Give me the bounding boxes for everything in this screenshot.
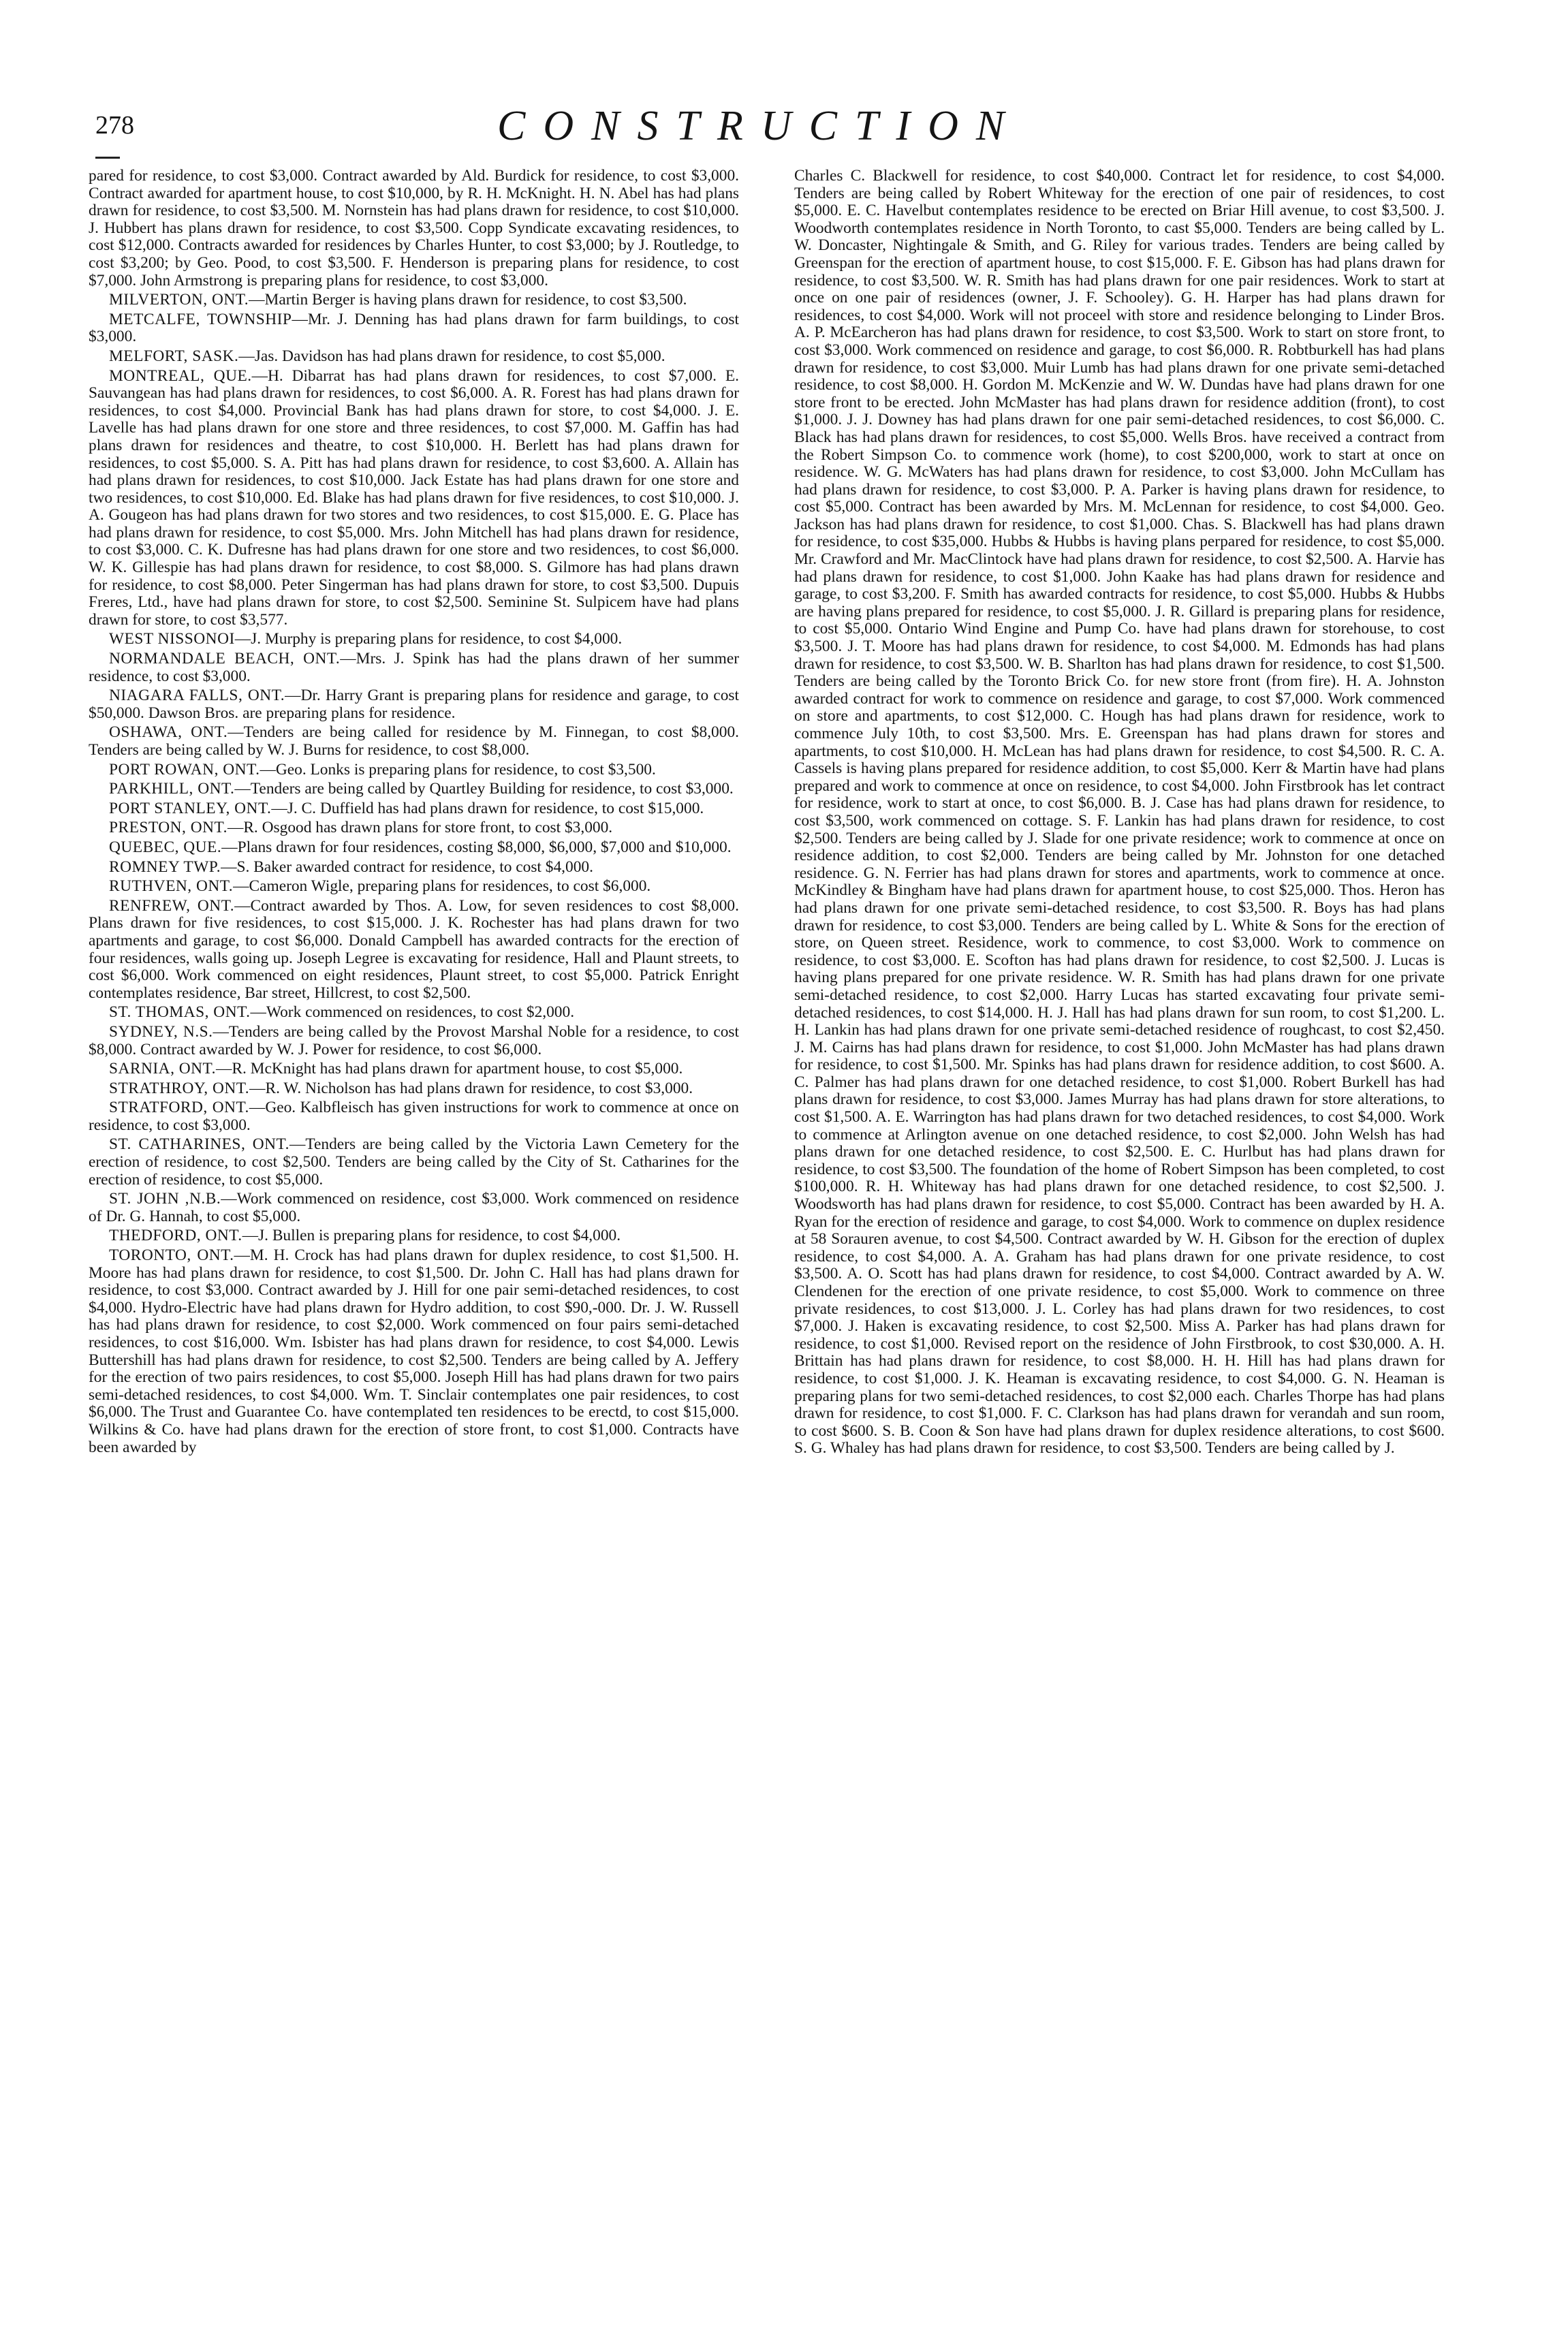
item-text: —J. C. Duffield has had plans drawn for residence, to cost $15,000. [271,799,704,817]
item-text: —R. Osgood has drawn plans for store front, to cost $3,000. [227,819,613,837]
right-column [794,168,1445,1458]
item-text: —Geo. Lonks is preparing plans for residence, to cost $3,500. [260,760,656,779]
item-text: Charles C. Blackwell for residence, to cost $40,000. Contract let for residence, to cost $4,000. Tenders are being called by Robert Whiteway for the erection of one pair of residences, to cost $5,000. E. C. Havelbut contemplates residence to be erected on Briar Hill avenue, to cost $3,500. J. Woodworth contemplates residence in North Toronto, to cast $5,000. Tenders are being called by L. W. Doncaster, Nightingale & Smith, and G. Riley for various trades. Tenders are being called by Greenspan for the erection of apartment house, to cost $15,000. F. E. Gibson has had plans drawn for residence, to cost $3,500. W. R. Smith has had plans drawn for one pair residences. Work to start at once on one pair of residences (owner, J. F. Schooley). G. H. Harper has had plans drawn for residences, to cost $4,000. Work will not proceel with store and residence belonging to Linder Bros. A. P. McEarcheron has had plans drawn for residence, to cost $3,500. Work to start on store front, to cost $3,000. Work commenced on residence and garage, to cost $6,000. R. Robtburkell has had plans drawn for residence, to cost $3,000. Muir Lumb has had plans drawn for one private semi-detached residence, to cost $8,000. H. Gordon M. McKenzie and W. W. Dundas have had plans drawn for one store front to be erected. John McMaster has had plans drawn for residence addition (front), to cost $1,000. J. J. Downey has had plans drawn for one pair semi-detached residences, to cost $6,000. C. Black has had plans drawn for residences, to cost $5,000. Wells Bros. have received a contract from the Robert Simpson Co. to commence work (home), to cost $200,000, work to start at once on residence. W. G. McWaters has had plans drawn for residence, to cost $3,000. John McCullam has had plans drawn for residence, to cost $3,000. P. A. Parker is having plans drawn for residence, to cost $5,000. Contract has been awarded by Mrs. M. McLennan for residence, to cost $4,000. Geo. Jackson has had plans drawn for residence, to cost $1,000. Chas. S. Blackwell has had plans drawn for residence, to cost $35,000. Hubbs & Hubbs is having plans perpared for residence, to cost $5,000. Mr. Crawford and Mr. MacClintock have had plans drawn for residence, to cost $2,500. A. Harvie has had plans drawn for residence, to cost $1,000. John Kaake has had plans drawn for residence and garage, to cost $3,200. F. Smith has awarded contracts for residence, to cost $5,000. Hubbs & Hubbs are having plans prepared for residence, to cost $5,000. J. R. Gillard is preparing plans for residence, to cost $5,000. Ontario Wind Engine and Pump Co. have had plans drawn for storehouse, to cost $3,500. J. T. Moore has had plans drawn for residence, to cost $4,000. M. Edmonds has had plans drawn for residence, to cost $3,500. W. B. Sharlton has had plans drawn for residence, to cost $1,500. Tenders are being called by the Toronto Brick Co. for new store front (from fire). H. A. Johnston awarded contract for work to commence on residence and garage, to cost $7,000. Work commenced on store and apartments, to cost $12,000. C. Hough has had plans drawn for residence, work to commence July 10th, to cost $3,500. Mrs. E. Greenspan has had plans drawn for stores and apartments, to cost $10,000. H. McLean has had plans drawn for residence, to cost $4,500. R. C. A. Cassels is having plans prepared for residence addition, to cost $5,000. Kerr & Martin have had plans prepared and work to commence at once on residence, to cost $4,000. John Firstbrook has let contract for residence, work to start at once, to cost $6,000. B. J. Case has had plans drawn for residence, to cost $3,500, work commenced on cottage. S. F. Lankin has had plans drawn for residence, to cost $2,500. Tenders are being called by J. Slade for one private residence; work to commence at once on residence addition, to cost $2,000. Tenders are being called by Mr. Johnston for one detached residence. G. N. Ferrier has had plans drawn for stores and apartments, work to commence at once. McKindley & Bingham have had plans drawn for apartment house, to cost $25,000. Thos. Heron has had plans drawn for one private semi-detached residence, to cost $3,500. R. Boys has had plans drawn for residence, to cost $3,000. Tenders are being called by L. White & Sons for the erection of store, on Queen street. Residence, work to commence, to cost $3,000. Work to commence on residence, to cost $3,000. E. Scofton has had plans drawn for residence, to cost $2,500. J. Lucas is having plans prepared for one private residence. W. R. Smith has had plans drawn for one private semi-detached residence, to cost $2,000. Harry Lucas has started excavating four private semi-detached residences, to cost $14,000. H. J. Hall has had plans drawn for sun room, to cost $1,200. L. H. Lankin has had plans drawn for one private semi-detached residence of roughcast, to cost $2,450. J. M. Cairns has had plans drawn for residence, to cost $1,000. John McMaster has had plans drawn for residence, to cost $1,500. Mr. Spinks has had plans drawn for residence addition, to cost $600. A. C. Palmer has had plans drawn for one detached residence, to cost $1,000. Robert Burkell has had plans drawn for residence, to cost $3,000. James Murray has had plans drawn for store alterations, to cost $1,500. A. E. Warrington has had plans drawn for two detached residences, to cost $4,000. Work to commence at Arlington avenue on one detached residence, to cost $2,000. John Welsh has had plans drawn for one detached residence, to cost $2,500. E. C. Hurlbut has had plans drawn for residence, to cost $3,500. The foundation of the home of Robert Simpson has been completed, to cost $100,000. R. H. Whiteway has had plans drawn for one detached residence, to cost $2,500. J. Woodsworth has had plans drawn for residence, to cost $5,000. Contract has been awarded by H. A. Ryan for the erection of residence and garage, to cost $4,000. Work to commence on duplex residence at 58 Sorauren avenue, to cost $4,500. Contract awarded by W. H. Gibson for the erection of duplex residence, to cost $4,000. A. A. Graham has had plans drawn for one private residence, to cost $3,500. A. O. Scott has had plans drawn for residence, to cost $4,000. Contract awarded by A. W. Clendenen for the erection of one private residence, to cost $5,000. Work to commence on three private residences, to cost $13,000. J. L. Corley has had plans drawn for two residences, to cost $7,000. J. Haken is excavating residence, to cost $2,500. Miss A. Parker has had plans drawn for residence, to cost $1,000. Revised report on the residence of John Firstbrook, to cost $30,000. A. H. Brittain has had plans drawn for residence, to cost $8,000. H. H. Hill has had plans drawn for residence, to cost $1,000. J. K. Heaman is excavating residence, to cost $4,000. G. N. Heaman is preparing plans for two semi-detached residences, to cost $2,000 each. Charles Thorpe has had plans drawn for residence, to cost $1,000. F. C. Clarkson has had plans drawn for verandah and sun room, to cost $600. S. B. Coon & Son have had plans drawn for duplex residence alterations, to cost $600. S. G. Whaley has had plans drawn for residence, to cost $3,500. Tenders are being called by J. [794,167,1445,1458]
news-item [89,761,739,779]
item-text: —Mr. J. Denning has had plans drawn for farm buildings, to cost $3,000. [89,310,739,346]
place-name: SARNIA, ONT. [109,1060,216,1078]
news-item [89,1247,739,1456]
item-text: —Work commenced on residences, to cost $2,000. [250,1003,575,1022]
item-text: —Geo. Kalbfleisch has given instructions for work to commence at once on residence, to cost $3,000. [89,1099,740,1134]
place-name: PORT STANLEY, ONT. [109,799,272,817]
news-item [89,878,739,896]
place-name: SYDNEY, N.S. [109,1022,213,1041]
news-item [89,1136,739,1189]
item-text: —Martin Berger is having plans drawn for residence, to cost $3,500. [249,291,687,309]
item-text: —Tenders are being called by the Victoria Lawn Cemetery for the erection of residence, to cost $2,500. Tenders are being called by the City of St. Catharines for the erection of residence, to cost $5,000. [89,1135,739,1189]
news-item [89,631,739,648]
header-rule [95,157,120,159]
place-name: METCALFE, TOWNSHIP [109,310,292,328]
news-item [89,724,739,759]
news-item [89,1227,739,1245]
page-header [95,102,1492,163]
left-column [89,168,739,1456]
place-name: ROMNEY TWP. [109,858,221,876]
news-item [89,898,739,1003]
news-item [89,368,739,629]
news-item-continued [89,168,739,289]
news-item [89,348,739,366]
news-item [89,1191,739,1225]
place-name: ST. CATHARINES, ONT. [109,1135,289,1154]
item-text: —Plans drawn for four residences, costing $8,000, $6,000, $7,000 and $10,000. [221,838,732,856]
news-item [89,1060,739,1078]
news-item [89,650,739,685]
news-item [89,1004,739,1022]
item-text: —J. Murphy is preparing plans for residence, to cost $4,000. [234,630,623,648]
journal-title: CONSTRUCTION [497,103,1022,149]
item-text: —Dr. Harry Grant is preparing plans for residence and garage, to cost $50,000. Dawson Bros. are preparing plans for residence. [89,687,739,722]
item-text: —Contract awarded by Thos. A. Low, for seven residences to cost $8,000. Plans drawn for five residences, to cost $15,000. J. K. Rochester has had plans drawn for two apartments and garage, to cost $6,000. Donald Campbell has awarded contracts for the erection of four residences, walls going up. Joseph Legree is excavating for residence, Hall and Plaunt streets, to cost $6,000. Work commenced on eight residences, Plaunt street, to cost $5,000. Patrick Enright contemplates residence, Bar street, Hillcrest, to cost $2,500. [89,896,739,1002]
item-text: —R. McKnight has had plans drawn for apartment house, to cost $5,000. [215,1060,683,1078]
place-name: STRATHROY, ONT. [109,1079,250,1097]
place-name: PARKHILL, ONT. [109,780,235,798]
news-item [89,687,739,722]
item-text: —Tenders are being called for residence by M. Finnegan, to cost $8,000. Tenders are being called by W. J. Burns for residence, to cost $8,000. [89,723,739,759]
place-name: OSHAWA, ONT. [109,723,228,742]
place-name: THEDFORD, ONT. [109,1227,242,1245]
place-name: ST. JOHN ,N.B. [109,1190,221,1208]
place-name: NORMANDALE BEACH, ONT. [109,650,341,668]
place-name: MONTREAL, QUE. [109,366,252,385]
place-name: MELFORT, SASK. [109,347,239,365]
item-text: —R. W. Nicholson has had plans drawn for residence, to cost $3,000. [249,1079,693,1097]
place-name: MILVERTON, ONT. [109,291,249,309]
item-text: —J. Bullen is preparing plans for residence, to cost $4,000. [242,1227,621,1245]
item-text: —Mrs. J. Spink has had the plans drawn of her summer residence, to cost $3,000. [89,650,740,685]
item-text: —S. Baker awarded contract for residence, to cost $4,000. [221,858,593,876]
item-text: pared for residence, to cost $3,000. Contract awarded by Ald. Burdick for residence, to cost $3,000. Contract awarded for apartment house, to cost $10,000, by R. H. McKnight. H. N. Abel has had plans drawn for residence, to cost $3,500. M. Nornstein has had plans drawn for residence, to cost $10,000. J. Hubbert has plans drawn for residence, to cost $3,500. Copp Syndicate excavating residences, to cost $12,000. Contracts awarded for residences by Charles Hunter, to cost $3,000; by J. Routledge, to cost $3,200; by Geo. Pood, to cost $3,500. F. Henderson is preparing plans for residence, to cost $7,000. John Armstrong is preparing plans for residence, to cost $3,000. [89,167,739,289]
place-name: QUEBEC, QUE. [109,838,222,856]
place-name: WEST NISSONOI [109,630,235,648]
page-number: 278 [95,111,134,140]
news-item [89,819,739,837]
news-item [89,1099,739,1134]
item-text: —Tenders are being called by the Provost Marshal Noble for a residence, to cost $8,000. Contract awarded by W. J. Power for residence, to cost $6,000. [89,1022,739,1058]
item-text: —Cameron Wigle, preparing plans for residences, to cost $6,000. [233,877,651,896]
news-item [89,839,739,857]
place-name: TORONTO, ONT. [109,1246,234,1265]
news-item [89,292,739,309]
news-item [89,800,739,818]
item-text: —M. H. Crock has had plans drawn for duplex residence, to cost $1,500. H. Moore has had plans drawn for residence, to cost $1,500. Dr. John C. Hall has had plans drawn for residence, to cost $3,000. Contract awarded by J. Hill for one pair semi-detached residences, to cost $4,000. Hydro-Electric have had plans drawn for Hydro addition, to cost $90,-000. Dr. J. W. Russell has had plans drawn for residence, to cost $2,000. Work commenced on four pairs semi-detached residences, to cost $16,000. Wm. Isbister has had plans drawn for residence, to cost $4,000. Lewis Buttershill has had plans drawn for residence, to cost $2,500. Tenders are being called by A. Jeffery for the erection of two pairs residences, to cost $5,000. Joseph Hill has had plans drawn for two pairs semi-detached residences, to cost $4,000. Wm. T. Sinclair contemplates one pair residences, to cost $6,000. The Trust and Guarantee Co. have contemplated ten residences to be erectd, to cost $15,000. Wilkins & Co. have had plans drawn for the erection of store front, to cost $1,000. Contracts have been awarded by [89,1246,739,1456]
news-item [89,1024,739,1058]
item-text: —Tenders are being called by Quartley Building for residence, to cost $3,000. [234,780,734,798]
place-name: RUTHVEN, ONT. [109,877,234,896]
place-name: PORT ROWAN, ONT. [109,760,260,779]
place-name: RENFREW, ONT. [109,896,235,915]
news-item [89,311,739,346]
place-name: NIAGARA FALLS, ONT. [109,687,285,705]
item-text: —Work commenced on residence, cost $3,000. Work commenced on residence of Dr. G. Hannah, to cost $5,000. [89,1190,739,1225]
place-name: STRATFORD, ONT. [109,1099,249,1117]
news-item [89,1080,739,1098]
place-name: ST. THOMAS, ONT. [109,1003,251,1022]
news-item [89,781,739,798]
news-item-continued [794,168,1445,1458]
place-name: PRESTON, ONT. [109,819,228,837]
item-text: —H. Dibarrat has had plans drawn for residences, to cost $7,000. E. Sauvangean has had plans drawn for residences, to cost $6,000. A. R. Forest has had plans drawn for residences, to cost $4,000. Provincial Bank has had plans drawn for store, to cost $4,000. J. E. Lavelle has had plans drawn for one store and three residences, to cost $7,000. M. Gaffin has had plans drawn for residences and theatre, to cost $10,000. H. Berlett has had plans drawn for residences, to cost $5,000. S. A. Pitt has had plans drawn for residence, to cost $3,600. A. Allain has had plans drawn for residences, to cost $10,000. Jack Estate has had plans drawn for one store and two residences, to cost $10,000. Ed. Blake has had plans drawn for five residences, to cost $10,000. J. A. Gougeon has had plans drawn for two stores and two residences, to cost $15,000. E. G. Place has had plans drawn for residence, to cost $5,000. Mrs. John Mitchell has had plans drawn for residence, to cost $3,000. C. K. Dufresne has had plans drawn for one store and two residences, to cost $6,000. W. K. Gillespie has had plans drawn for residence, to cost $8,000. S. Gilmore has had plans drawn for residence, to cost $8,000. Peter Singerman has had plans drawn for store, to cost $3,500. Dupuis Freres, Ltd., have had plans drawn for store, to cost $2,500. Seminine St. Sulpicem have had plans drawn for store, to cost $3,577. [89,366,739,629]
news-item [89,859,739,877]
item-text: —Jas. Davidson has had plans drawn for residence, to cost $5,000. [238,347,665,365]
